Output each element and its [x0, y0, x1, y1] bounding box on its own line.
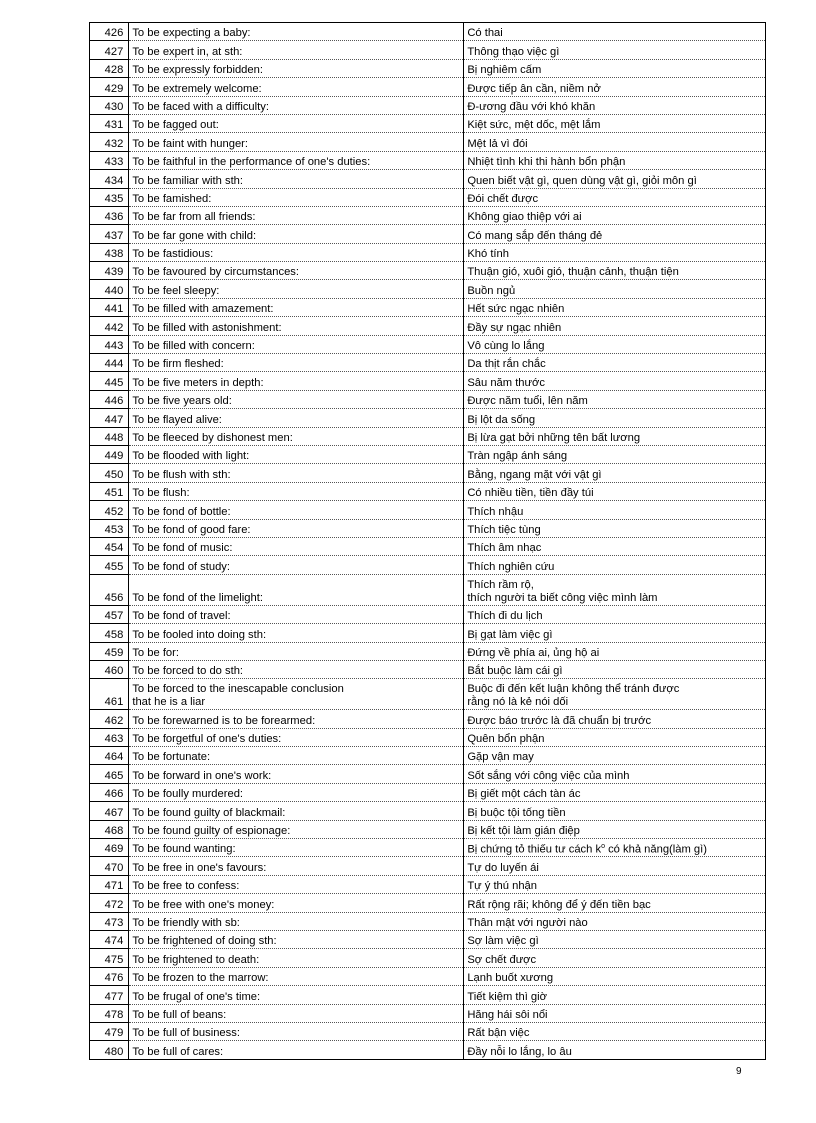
row-number: 467: [90, 802, 129, 820]
english-phrase: To be frightened of doing sth:: [129, 930, 464, 948]
row-number: 469: [90, 839, 129, 857]
table-row: [90, 728, 766, 746]
english-phrase: To be forgetful of one's duties:: [129, 728, 464, 746]
english-phrase: To be fond of travel:: [129, 605, 464, 623]
english-phrase: To be free with one's money:: [129, 894, 464, 912]
english-phrase: To be foully murdered:: [129, 783, 464, 801]
vietnamese-meaning: Bằng, ngang mặt với vật gì: [464, 464, 766, 482]
vietnamese-meaning: Có nhiều tiền, tiền đầy túi: [464, 482, 766, 500]
row-number: 434: [90, 170, 129, 188]
english-phrase: To be full of cares:: [129, 1041, 464, 1059]
english-phrase: To be fond of bottle:: [129, 501, 464, 519]
vietnamese-meaning: Bị kết tội làm gián điệp: [464, 820, 766, 838]
vietnamese-meaning: Đói chết được: [464, 188, 766, 206]
row-number: 429: [90, 78, 129, 96]
row-number: 448: [90, 427, 129, 445]
row-number: 437: [90, 225, 129, 243]
row-number: 443: [90, 335, 129, 353]
row-number: 460: [90, 660, 129, 678]
page-number: 9: [736, 1066, 742, 1077]
table-row: [90, 537, 766, 555]
english-phrase: To be free in one's favours:: [129, 857, 464, 875]
english-phrase-line: To be forced to the inescapable conclusion: [132, 683, 344, 696]
table-row: [90, 501, 766, 519]
row-number: 478: [90, 1004, 129, 1022]
vietnamese-meaning: Tràn ngập ánh sáng: [464, 445, 766, 463]
phrase-table-body: [90, 23, 766, 1060]
vietnamese-meaning: Khó tính: [464, 243, 766, 261]
english-phrase: To be frozen to the marrow:: [129, 967, 464, 985]
vietnamese-meaning: Thông thạo việc gì: [464, 41, 766, 59]
english-phrase: To be forced to do sth:: [129, 660, 464, 678]
english-phrase: To be for:: [129, 642, 464, 660]
table-row: [90, 409, 766, 427]
row-number: 453: [90, 519, 129, 537]
row-number: 465: [90, 765, 129, 783]
row-number: 432: [90, 133, 129, 151]
table-row: [90, 482, 766, 500]
english-phrase: To be fooled into doing sth:: [129, 624, 464, 642]
table-row: [90, 151, 766, 169]
vietnamese-meaning: Lạnh buốt xương: [464, 967, 766, 985]
row-number: 452: [90, 501, 129, 519]
vietnamese-meaning: Kiệt sức, mệt dốc, mệt lắm: [464, 114, 766, 132]
table-row: [90, 114, 766, 132]
row-number: 427: [90, 41, 129, 59]
table-row: [90, 280, 766, 298]
english-phrase: To be famished:: [129, 188, 464, 206]
table-row: [90, 464, 766, 482]
english-phrase: To be full of beans:: [129, 1004, 464, 1022]
english-phrase: To be familiar with sth:: [129, 170, 464, 188]
vietnamese-meaning: Đầy nỗi lo lắng, lo âu: [464, 1041, 766, 1059]
row-number: 475: [90, 949, 129, 967]
row-number: 461: [90, 679, 129, 710]
vietnamese-meaning: Sốt sắng với công việc của mình: [464, 765, 766, 783]
english-phrase: To be fond of good fare:: [129, 519, 464, 537]
table-row: [90, 372, 766, 390]
vietnamese-meaning-line: rằng nó là kẻ nói dối: [467, 696, 569, 709]
english-phrase: To be forward in one's work:: [129, 765, 464, 783]
vietnamese-meaning: [464, 574, 766, 605]
row-number: 479: [90, 1022, 129, 1040]
row-number: 446: [90, 390, 129, 408]
table-row: [90, 188, 766, 206]
english-phrase: To be full of business:: [129, 1022, 464, 1040]
vietnamese-meaning: Rất bận việc: [464, 1022, 766, 1040]
vietnamese-meaning: Bị gạt làm việc gì: [464, 624, 766, 642]
table-row: [90, 445, 766, 463]
vietnamese-meaning: Không giao thiệp với ai: [464, 206, 766, 224]
vietnamese-meaning: [464, 679, 766, 710]
table-row: [90, 519, 766, 537]
vietnamese-meaning: Được báo trước là đã chuẩn bị trước: [464, 710, 766, 728]
row-number: 476: [90, 967, 129, 985]
row-number: 463: [90, 728, 129, 746]
row-number: 466: [90, 783, 129, 801]
table-row: [90, 1041, 766, 1059]
table-row: [90, 967, 766, 985]
vietnamese-meaning: Thân mật với người nào: [464, 912, 766, 930]
english-phrase: To be faint with hunger:: [129, 133, 464, 151]
vietnamese-meaning: Hăng hái sôi nổi: [464, 1004, 766, 1022]
vietnamese-meaning: Sâu năm thước: [464, 372, 766, 390]
vietnamese-meaning: Thích nghiên cứu: [464, 556, 766, 574]
vietnamese-meaning: Có mang sắp đến tháng đẻ: [464, 225, 766, 243]
table-row: [90, 820, 766, 838]
vietnamese-meaning: Đứng về phía ai, ủng hộ ai: [464, 642, 766, 660]
table-row: [90, 710, 766, 728]
vietnamese-meaning: Được năm tuổi, lên năm: [464, 390, 766, 408]
english-phrase: To be fond of study:: [129, 556, 464, 574]
english-phrase: To be fastidious:: [129, 243, 464, 261]
table-row: [90, 262, 766, 280]
table-row: [90, 225, 766, 243]
vietnamese-meaning-text: Bị chứng tỏ thiếu tư cách k: [467, 843, 602, 856]
english-phrase: [129, 679, 464, 710]
row-number: 462: [90, 710, 129, 728]
row-number: 441: [90, 298, 129, 316]
row-number: 430: [90, 96, 129, 114]
row-number: 445: [90, 372, 129, 390]
vietnamese-meaning: Đ-ương đầu với khó khăn: [464, 96, 766, 114]
row-number: 442: [90, 317, 129, 335]
vietnamese-meaning: Da thịt rắn chắc: [464, 354, 766, 372]
english-phrase: To be filled with concern:: [129, 335, 464, 353]
row-number: 474: [90, 930, 129, 948]
english-phrase: To be frightened to death:: [129, 949, 464, 967]
table-row: [90, 986, 766, 1004]
english-phrase: To be free to confess:: [129, 875, 464, 893]
row-number: 464: [90, 747, 129, 765]
table-row: [90, 802, 766, 820]
english-phrase: To be forewarned is to be forearmed:: [129, 710, 464, 728]
vietnamese-meaning-line: thích người ta biết công việc mình làm: [467, 591, 658, 604]
row-number: 456: [90, 574, 129, 605]
english-phrase: To be five years old:: [129, 390, 464, 408]
row-number: 454: [90, 537, 129, 555]
table-row: [90, 574, 766, 605]
english-phrase: To be far gone with child:: [129, 225, 464, 243]
vietnamese-meaning: Bị lừa gạt bởi những tên bất lương: [464, 427, 766, 445]
table-row: [90, 930, 766, 948]
table-row: [90, 1004, 766, 1022]
english-phrase: To be fagged out:: [129, 114, 464, 132]
english-phrase: To be found wanting:: [129, 839, 464, 857]
vietnamese-meaning: Sợ làm việc gì: [464, 930, 766, 948]
table-row: [90, 427, 766, 445]
vietnamese-meaning: Mệt lả vì đói: [464, 133, 766, 151]
row-number: 428: [90, 59, 129, 77]
english-phrase: To be fortunate:: [129, 747, 464, 765]
table-row: [90, 642, 766, 660]
table-row: [90, 133, 766, 151]
vietnamese-meaning: Tự do luyến ái: [464, 857, 766, 875]
vietnamese-meaning: Thích nhậu: [464, 501, 766, 519]
row-number: 449: [90, 445, 129, 463]
row-number: 440: [90, 280, 129, 298]
vietnamese-meaning: Đầy sự ngạc nhiên: [464, 317, 766, 335]
row-number: 450: [90, 464, 129, 482]
row-number: 470: [90, 857, 129, 875]
english-phrase: To be fond of the limelight:: [129, 574, 464, 605]
table-row: [90, 605, 766, 623]
vietnamese-meaning: Rất rộng rãi; không để ý đến tiền bạc: [464, 894, 766, 912]
english-phrase: To be filled with astonishment:: [129, 317, 464, 335]
row-number: 447: [90, 409, 129, 427]
english-phrase: To be expecting a baby:: [129, 23, 464, 41]
row-number: 473: [90, 912, 129, 930]
english-phrase: To be firm fleshed:: [129, 354, 464, 372]
table-row: [90, 354, 766, 372]
table-row: [90, 59, 766, 77]
table-row: [90, 78, 766, 96]
table-row: [90, 949, 766, 967]
table-row: [90, 1022, 766, 1040]
table-row: [90, 912, 766, 930]
vietnamese-meaning: Tự ý thú nhận: [464, 875, 766, 893]
vietnamese-meaning: Vô cùng lo lắng: [464, 335, 766, 353]
vietnamese-meaning: Quên bổn phận: [464, 728, 766, 746]
table-row: [90, 875, 766, 893]
vietnamese-meaning: Thích đi du lịch: [464, 605, 766, 623]
table-row: [90, 206, 766, 224]
vietnamese-meaning: Bị buộc tội tống tiền: [464, 802, 766, 820]
english-phrase: To be expert in, at sth:: [129, 41, 464, 59]
english-phrase: To be found guilty of blackmail:: [129, 802, 464, 820]
table-row: [90, 96, 766, 114]
english-phrase-line: that he is a liar: [132, 696, 206, 709]
english-phrase: To be five meters in depth:: [129, 372, 464, 390]
vietnamese-meaning: Thích âm nhạc: [464, 537, 766, 555]
english-phrase: To be flooded with light:: [129, 445, 464, 463]
phrase-table: [89, 22, 766, 1060]
vietnamese-meaning: Bị lột da sống: [464, 409, 766, 427]
table-row: [90, 624, 766, 642]
english-phrase: To be faced with a difficulty:: [129, 96, 464, 114]
table-row: [90, 660, 766, 678]
table-row: [90, 317, 766, 335]
vietnamese-meaning-text: có khả năng(làm gì): [604, 843, 707, 856]
table-row: [90, 298, 766, 316]
english-phrase: To be favoured by circumstances:: [129, 262, 464, 280]
row-number: 438: [90, 243, 129, 261]
table-row: [90, 556, 766, 574]
english-phrase: To be found guilty of espionage:: [129, 820, 464, 838]
row-number: 477: [90, 986, 129, 1004]
table-row: [90, 390, 766, 408]
table-row: [90, 839, 766, 857]
row-number: 431: [90, 114, 129, 132]
vietnamese-meaning: Thuận gió, xuôi gió, thuận cảnh, thuận tiện: [464, 262, 766, 280]
row-number: 471: [90, 875, 129, 893]
table-row: [90, 747, 766, 765]
table-row: [90, 170, 766, 188]
row-number: 435: [90, 188, 129, 206]
vietnamese-meaning: Có thai: [464, 23, 766, 41]
vietnamese-meaning: Tiết kiệm thì giờ: [464, 986, 766, 1004]
table-row: [90, 243, 766, 261]
vietnamese-meaning-line: Buộc đi đến kết luận không thể tránh được: [467, 683, 680, 696]
english-phrase: To be fleeced by dishonest men:: [129, 427, 464, 445]
vietnamese-meaning: Hết sức ngạc nhiên: [464, 298, 766, 316]
vietnamese-meaning: Thích tiệc tùng: [464, 519, 766, 537]
row-number: 459: [90, 642, 129, 660]
vietnamese-meaning: [464, 839, 766, 857]
vietnamese-meaning-line: Thích rầm rộ,: [467, 578, 534, 591]
english-phrase: To be extremely welcome:: [129, 78, 464, 96]
table-row: [90, 335, 766, 353]
superscript-mark: o: [601, 842, 605, 850]
vietnamese-meaning: Sợ chết được: [464, 949, 766, 967]
english-phrase: To be fond of music:: [129, 537, 464, 555]
english-phrase: To be flayed alive:: [129, 409, 464, 427]
row-number: 468: [90, 820, 129, 838]
table-row: [90, 41, 766, 59]
row-number: 457: [90, 605, 129, 623]
table-row: [90, 857, 766, 875]
vietnamese-meaning: Bắt buộc làm cái gì: [464, 660, 766, 678]
english-phrase: To be friendly with sb:: [129, 912, 464, 930]
row-number: 444: [90, 354, 129, 372]
row-number: 426: [90, 23, 129, 41]
row-number: 458: [90, 624, 129, 642]
english-phrase: To be filled with amazement:: [129, 298, 464, 316]
english-phrase: To be faithful in the performance of one's duties:: [129, 151, 464, 169]
english-phrase: To be feel sleepy:: [129, 280, 464, 298]
row-number: 439: [90, 262, 129, 280]
english-phrase: To be frugal of one's time:: [129, 986, 464, 1004]
table-row: [90, 679, 766, 710]
row-number: 472: [90, 894, 129, 912]
table-row: [90, 894, 766, 912]
row-number: 451: [90, 482, 129, 500]
english-phrase: To be expressly forbidden:: [129, 59, 464, 77]
english-phrase: To be flush with sth:: [129, 464, 464, 482]
table-row: [90, 783, 766, 801]
table-row: [90, 765, 766, 783]
row-number: 433: [90, 151, 129, 169]
row-number: 455: [90, 556, 129, 574]
vietnamese-meaning: Gặp vận may: [464, 747, 766, 765]
vietnamese-meaning: Nhiệt tình khi thi hành bổn phận: [464, 151, 766, 169]
vietnamese-meaning: Được tiếp ân cần, niềm nở: [464, 78, 766, 96]
row-number: 480: [90, 1041, 129, 1059]
vietnamese-meaning: Quen biết vật gì, quen dùng vật gì, giỏi môn gì: [464, 170, 766, 188]
table-row: [90, 23, 766, 41]
english-phrase: To be far from all friends:: [129, 206, 464, 224]
vietnamese-meaning: Bị giết một cách tàn ác: [464, 783, 766, 801]
english-phrase: To be flush:: [129, 482, 464, 500]
vietnamese-meaning: Bị nghiêm cấm: [464, 59, 766, 77]
row-number: 436: [90, 206, 129, 224]
vietnamese-meaning: Buồn ngủ: [464, 280, 766, 298]
